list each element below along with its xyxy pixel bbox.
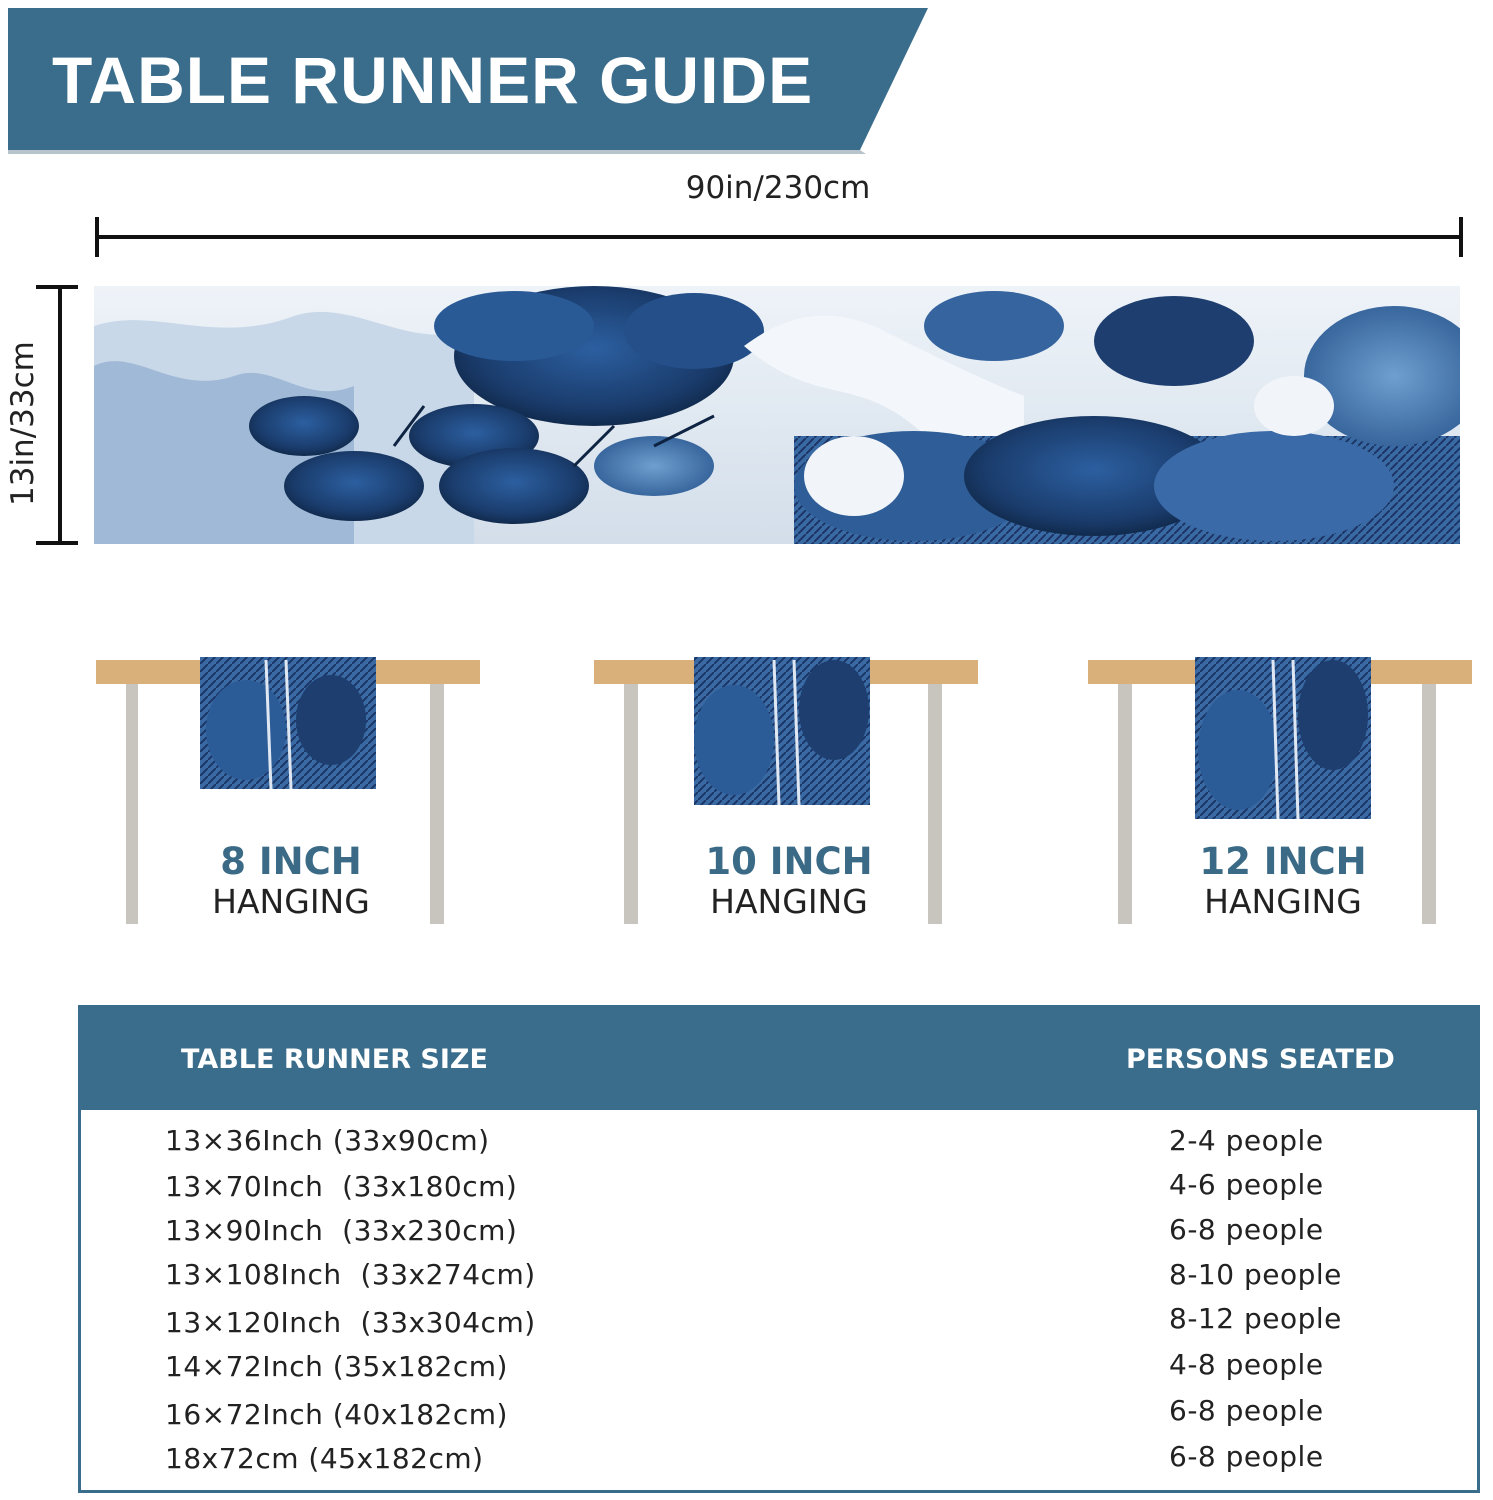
hanging-8-inch-number: 8 INCH — [220, 840, 362, 883]
length-dimension-label: 90in/230cm — [685, 170, 871, 206]
table-row-persons: 6-8 people — [1169, 1394, 1324, 1427]
table-row-persons: 4-6 people — [1169, 1168, 1324, 1201]
hanging-12-inch-number: 12 INCH — [1199, 840, 1367, 883]
size-table — [78, 1005, 1480, 1493]
table-row-size: 18x72cm (45x182cm) — [165, 1442, 484, 1475]
size-table-header — [81, 1008, 1477, 1110]
page-title: TABLE RUNNER GUIDE — [52, 43, 814, 117]
title-banner — [0, 0, 940, 160]
table-row-persons: 8-12 people — [1169, 1302, 1342, 1335]
table-row-size: 16×72Inch (40x182cm) — [165, 1398, 508, 1431]
table-row-size: 13×108Inch (33x274cm) — [165, 1258, 536, 1291]
table-row-size: 14×72Inch (35x182cm) — [165, 1350, 508, 1383]
table-row-size: 13×120Inch (33x304cm) — [165, 1306, 536, 1339]
hanging-10-inch-label: HANGING — [710, 882, 868, 921]
hanging-12-inch-label: HANGING — [1204, 882, 1362, 921]
table-row-size: 13×36Inch (33x90cm) — [165, 1124, 490, 1157]
hanging-10-inch-number: 10 INCH — [705, 840, 873, 883]
hanging-12-inch-illustration — [1088, 640, 1478, 940]
width-dimension-label: 13in/33cm — [5, 341, 41, 506]
hanging-8-inch-label: HANGING — [212, 882, 370, 921]
table-row-size: 13×70Inch (33x180cm) — [165, 1170, 518, 1203]
header-persons-seated: PERSONS SEATED — [1126, 1044, 1395, 1075]
table-row-persons: 2-4 people — [1169, 1124, 1324, 1157]
width-dimension-line — [34, 284, 84, 548]
header-table-runner-size: TABLE RUNNER SIZE — [181, 1044, 488, 1075]
table-row-persons: 8-10 people — [1169, 1258, 1342, 1291]
table-row-size: 13×90Inch (33x230cm) — [165, 1214, 518, 1247]
length-dimension-line — [90, 212, 1470, 262]
hanging-10-inch-illustration — [594, 640, 984, 940]
hanging-8-inch-illustration — [96, 640, 486, 940]
table-runner-image — [94, 286, 1460, 544]
table-row-persons: 6-8 people — [1169, 1440, 1324, 1473]
table-row-persons: 4-8 people — [1169, 1348, 1324, 1381]
table-row-persons: 6-8 people — [1169, 1213, 1324, 1246]
